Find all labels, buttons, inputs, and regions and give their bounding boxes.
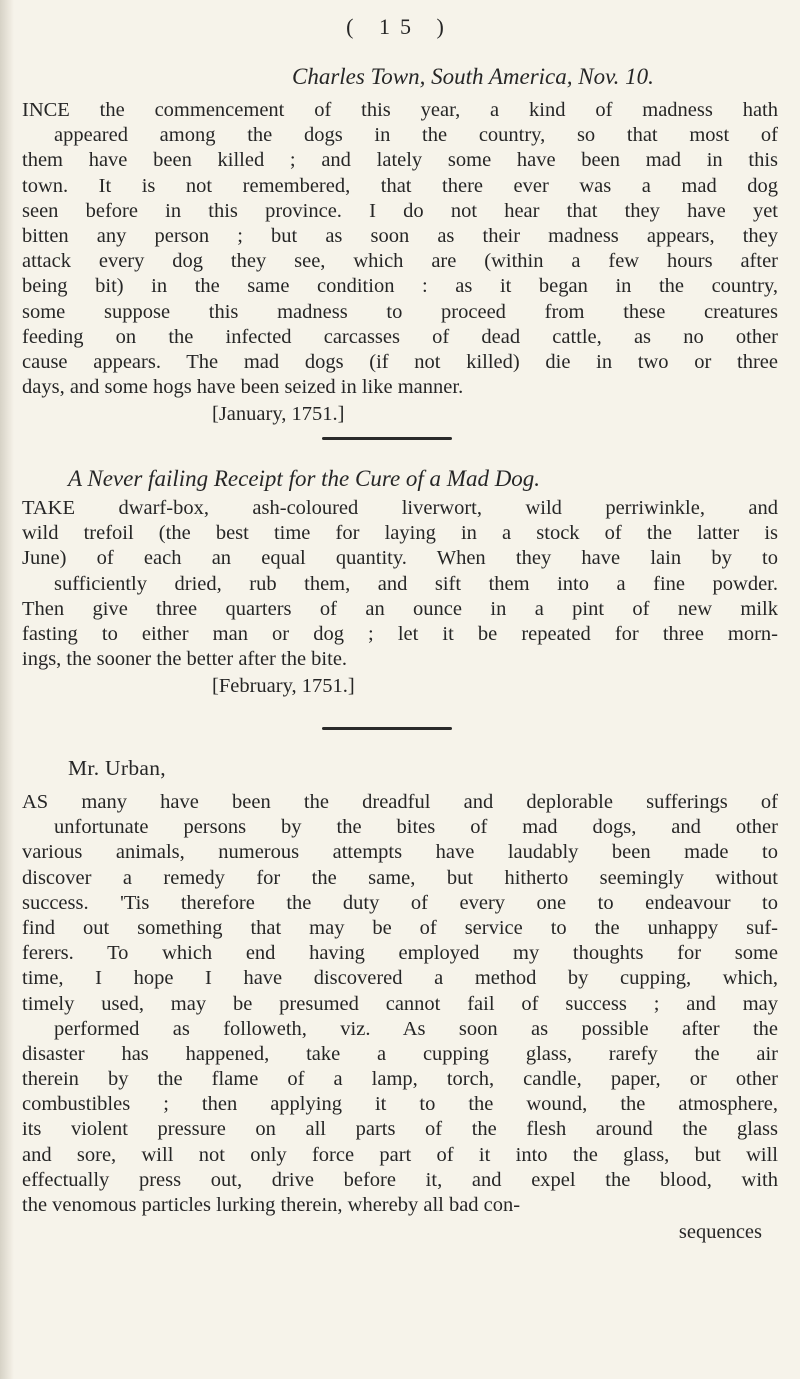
text-line: unfortunate persons by the bites of mad dogs, and other [54, 816, 778, 839]
text-line: combustibles ; then applying it to the wound, the atmosphere, [22, 1093, 778, 1116]
receipt-heading [68, 466, 540, 492]
article-body [22, 790, 778, 1218]
article-body [22, 98, 778, 400]
text-line: and sore, will not only force part of it into the glass, but will [22, 1143, 778, 1166]
text-line: timely used, may be presumed cannot fail of success ; and may [22, 992, 778, 1015]
page-gutter-shadow [0, 0, 14, 1379]
text-line: being bit) in the same condition : as it began in the country, [22, 275, 778, 298]
text-line: wild trefoil (the best time for laying in a stock of the latter is [22, 522, 778, 545]
book-page [22, 0, 778, 1379]
section-divider [322, 437, 452, 440]
article-receipt [22, 496, 778, 700]
text-line: AS many have been the dreadful and deplorable sufferings of [22, 791, 778, 813]
text-line: cause appears. The mad dogs (if not killed) die in two or three [22, 350, 778, 373]
dateline: Charles Town, South America, Nov. 10. [292, 64, 654, 89]
article-letter [22, 790, 778, 1246]
text-line: discover a remedy for the same, but hitherto seemingly without [22, 866, 778, 889]
text-line: various animals, numerous attempts have laudably been made to [22, 841, 778, 864]
text-line: town. It is not remembered, that there ever was a mad dog [22, 174, 778, 197]
text-line: some suppose this madness to proceed from these creatures [22, 300, 778, 323]
text-line: attack every dog they see, which are (within a few hours after [22, 250, 778, 273]
text-line: success. 'Tis therefore the duty of every one to endeavour to [22, 891, 778, 914]
article-body [22, 496, 778, 672]
text-line: disaster has happened, take a cupping glass, rarefy the air [22, 1042, 778, 1065]
article-date: [February, 1751.] [212, 675, 355, 698]
text-line: feeding on the infected carcasses of dead cattle, as no other [22, 325, 778, 348]
text-line: effectually press out, drive before it, and expel the blood, with [22, 1168, 778, 1191]
section-divider [322, 727, 452, 730]
catchword: sequences [678, 1221, 762, 1244]
text-line: June) of each an equal quantity. When they have lain by to [22, 547, 778, 570]
article-date: [January, 1751.] [212, 403, 345, 426]
text-line: find out something that may be of service to the unhappy suf- [22, 916, 778, 939]
page-number: ( 15 ) [346, 14, 454, 39]
receipt-heading-text: A Never failing Receipt for the Cure of a Mad Dog. [68, 466, 541, 491]
text-line: therein by the flame of a lamp, torch, candle, paper, or other [22, 1068, 778, 1091]
article-charles-town [22, 98, 778, 428]
text-line: Then give three quarters of an ounce in a pint of new milk [22, 597, 778, 620]
text-line: time, I hope I have discovered a method by cupping, which, [22, 967, 778, 990]
text-line: performed as followeth, viz. As soon as possible after the [54, 1017, 778, 1040]
text-line: appeared among the dogs in the country, so that most of [54, 124, 778, 147]
text-line: its violent pressure on all parts of the flesh around the glass [22, 1118, 778, 1141]
text-line: seen before in this province. I do not hear that they have yet [22, 199, 778, 222]
text-line: sufficiently dried, rub them, and sift them into a fine powder. [54, 572, 778, 595]
text-line: them have been killed ; and lately some have been mad in this [22, 149, 778, 172]
text-line: ferers. To which end having employed my thoughts for some [22, 942, 778, 965]
text-line: TAKE dwarf-box, ash-coloured liverwort, wild perriwinkle, and [22, 497, 778, 519]
text-line: bitten any person ; but as soon as their madness appears, they [22, 224, 778, 247]
text-line: the venomous particles lurking therein, whereby all bad con- [22, 1194, 521, 1216]
letter-salutation: Mr. Urban, [68, 756, 166, 780]
text-line: fasting to either man or dog ; let it be repeated for three morn- [22, 622, 778, 645]
text-line: days, and some hogs have been seized in like manner. [22, 376, 464, 399]
text-line: ings, the sooner the better after the bite. [22, 648, 348, 671]
text-line: INCE the commencement of this year, a kind of madness hath [22, 99, 778, 121]
